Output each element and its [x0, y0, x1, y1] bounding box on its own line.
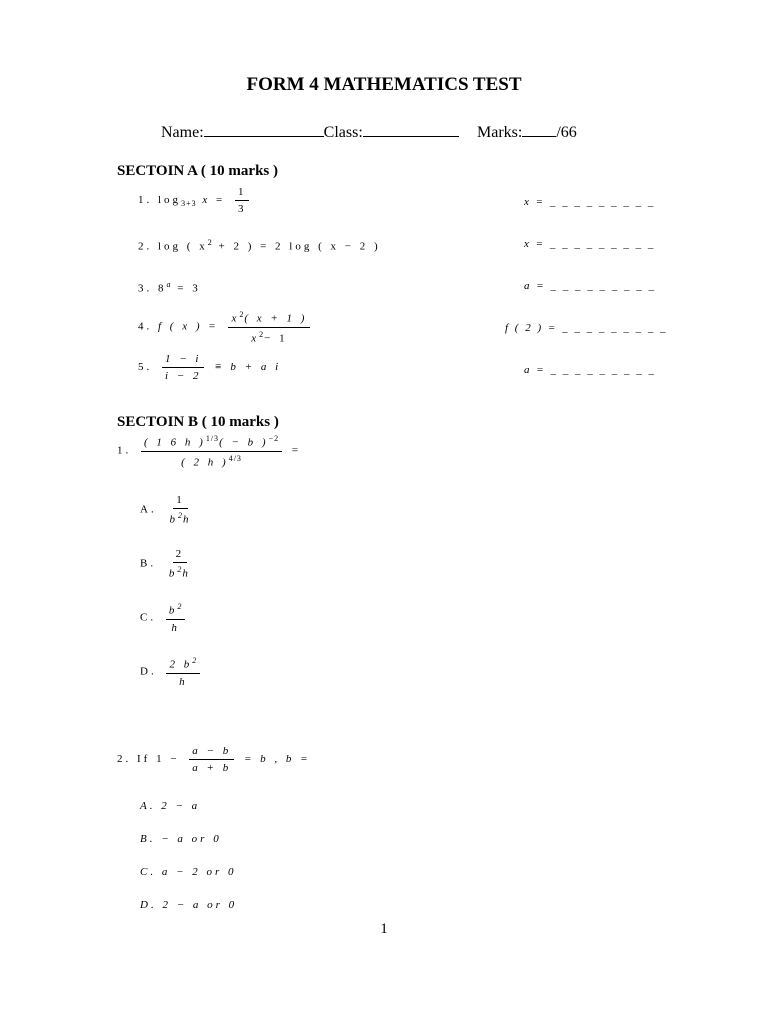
- exponent: 2: [207, 238, 213, 247]
- numerator: 1: [173, 494, 188, 509]
- option-letter: B.: [140, 833, 156, 845]
- exponent: 2: [177, 565, 183, 574]
- expr: = 3: [177, 282, 201, 295]
- numerator: a − b: [189, 745, 234, 760]
- q-number: 4.: [138, 320, 153, 333]
- fraction: [166, 494, 194, 526]
- term: b: [168, 567, 178, 580]
- exponent: 1/3: [205, 434, 220, 443]
- option-letter: C.: [140, 866, 157, 878]
- answer-label: x =: [524, 196, 546, 208]
- answer-a3: [524, 280, 656, 292]
- answer-a2: [524, 238, 655, 250]
- fraction: [235, 186, 250, 215]
- option-letter: A.: [140, 800, 156, 812]
- answer-a1: [524, 196, 655, 208]
- option-d[interactable]: [140, 656, 204, 688]
- expr: If 1 −: [137, 753, 180, 766]
- denominator: [166, 563, 194, 580]
- term: h: [182, 567, 191, 580]
- option-b[interactable]: [140, 548, 198, 580]
- numerator: 1: [235, 186, 250, 201]
- q-number: 3.: [138, 282, 153, 295]
- section-a-q4: [138, 310, 314, 344]
- marks-field: [477, 122, 577, 142]
- numerator: [141, 434, 282, 452]
- q-number: 1.: [138, 194, 153, 207]
- fraction: [141, 434, 282, 468]
- option-b[interactable]: [140, 833, 222, 845]
- option-a[interactable]: [140, 800, 200, 812]
- q-number: 2.: [138, 240, 153, 253]
- option-text: − a or 0: [161, 833, 222, 845]
- answer-blank: _ _ _ _ _ _ _ _ _: [549, 196, 656, 208]
- term: ( x + 1 ): [244, 312, 308, 325]
- page-title: FORM 4 MATHEMATICS TEST: [246, 74, 522, 95]
- term: b: [168, 604, 178, 617]
- section-a-q5: [138, 353, 281, 382]
- section-a-q3: [138, 280, 201, 295]
- name-label: Name:: [161, 124, 204, 141]
- marks-total: /66: [556, 124, 577, 141]
- term: b: [169, 513, 178, 526]
- expr: f ( x ) =: [158, 320, 219, 333]
- option-a[interactable]: [140, 494, 198, 526]
- numerator: [166, 602, 186, 620]
- equals: =: [291, 444, 302, 457]
- q-number: 5.: [138, 361, 153, 374]
- log-base: 3+3: [181, 199, 197, 209]
- exponent: a: [166, 280, 172, 289]
- term: x: [231, 312, 240, 325]
- option-letter: D.: [140, 899, 157, 911]
- term: 2 b: [169, 658, 193, 671]
- answer-blank: _ _ _ _ _ _ _ _ _: [549, 238, 656, 250]
- option-d[interactable]: [140, 899, 237, 911]
- section-b-q1: [117, 434, 301, 468]
- denominator: [248, 328, 290, 345]
- exponent: 2: [177, 602, 183, 611]
- answer-label: x =: [524, 238, 546, 250]
- section-b-heading: SECTOIN B ( 10 marks ): [117, 414, 279, 430]
- denominator: i − 2: [165, 370, 202, 382]
- name-field: [161, 122, 459, 142]
- expr: = b , b =: [243, 753, 311, 766]
- fraction: [162, 353, 204, 382]
- denominator: 3: [237, 203, 247, 215]
- term: − 1: [264, 332, 288, 345]
- section-a-heading: SECTOIN A ( 10 marks ): [117, 163, 279, 179]
- denominator: h: [179, 675, 188, 688]
- marks-blank: [522, 122, 556, 137]
- denominator: h: [171, 621, 180, 634]
- equals: =: [215, 194, 226, 207]
- denominator: [166, 509, 194, 526]
- option-letter: A.: [140, 503, 157, 516]
- fraction: [166, 656, 200, 688]
- option-text: 2 − a or 0: [162, 899, 238, 911]
- answer-blank: _ _ _ _ _ _ _ _ _: [562, 322, 668, 334]
- term: ( − b ): [219, 436, 269, 449]
- log-fn: log: [158, 194, 182, 207]
- class-blank: [363, 122, 459, 137]
- option-c[interactable]: [140, 602, 189, 634]
- numerator: 2: [173, 548, 188, 563]
- answer-blank: _ _ _ _ _ _ _ _ _: [550, 364, 656, 376]
- exponent: 2: [177, 511, 183, 520]
- numerator: 1 − i: [162, 353, 204, 368]
- fraction: [228, 310, 310, 344]
- answer-a5: [524, 364, 656, 376]
- fraction: [166, 602, 186, 634]
- numerator: [166, 656, 200, 674]
- marks-label: Marks:: [477, 124, 523, 141]
- base: 8: [158, 282, 167, 295]
- answer-label: a =: [524, 364, 546, 376]
- exponent: 2: [239, 310, 245, 319]
- exponent: −2: [268, 434, 280, 443]
- page-number: 1: [380, 921, 388, 937]
- fraction: [189, 745, 234, 774]
- option-letter: C.: [140, 611, 157, 624]
- exponent: 4/3: [228, 453, 242, 463]
- section-a-q1: [138, 186, 253, 215]
- class-label: Class:: [323, 124, 363, 141]
- section-a-q2: [138, 238, 381, 253]
- exponent: 2: [192, 656, 198, 665]
- expr: ≡ b + a i: [214, 361, 282, 374]
- answer-label: f ( 2 ) =: [505, 322, 558, 334]
- answer-label: a =: [524, 280, 546, 292]
- expr: + 2 ) = 2 log ( x − 2 ): [218, 240, 381, 253]
- section-b-q2: [117, 745, 311, 774]
- fraction: [166, 548, 194, 580]
- variable: x: [202, 194, 211, 207]
- option-c[interactable]: [140, 866, 237, 878]
- option-letter: D.: [140, 665, 157, 678]
- q-number: 1.: [117, 444, 132, 457]
- option-letter: B.: [140, 557, 157, 570]
- q-number: 2.: [117, 753, 132, 766]
- answer-a4: [505, 322, 668, 334]
- exponent: 2: [259, 329, 265, 339]
- term: ( 1 6 h ): [144, 436, 206, 449]
- option-text: a − 2 or 0: [161, 866, 237, 878]
- denominator: a + b: [192, 762, 232, 774]
- term: ( 2 h ): [181, 456, 229, 469]
- term: x: [251, 332, 260, 345]
- term: h: [182, 513, 192, 526]
- expr: log ( x: [158, 240, 208, 253]
- option-text: 2 − a: [161, 800, 201, 812]
- answer-blank: _ _ _ _ _ _ _ _ _: [550, 280, 656, 292]
- denominator: [178, 452, 245, 469]
- numerator: [228, 310, 310, 328]
- name-blank: [204, 122, 324, 137]
